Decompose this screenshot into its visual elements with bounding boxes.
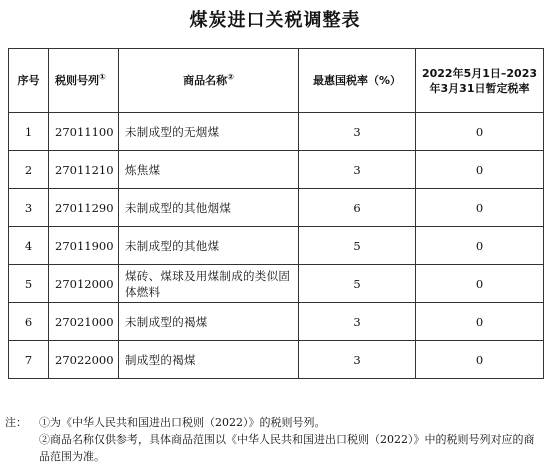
cell-code: 27011900 [49, 227, 119, 265]
cell-code: 27012000 [49, 265, 119, 303]
notes-prefix: 注： [5, 416, 27, 429]
tariff-table [8, 48, 544, 379]
cell-name: 未制成型的其他煤 [119, 227, 299, 265]
cell-temp: 0 [416, 341, 544, 379]
cell-name: 未制成型的无烟煤 [119, 113, 299, 151]
note-2 [5, 431, 543, 465]
cell-code: 27021000 [49, 303, 119, 341]
cell-seq: 2 [9, 151, 49, 189]
cell-name: 制成型的褐煤 [119, 341, 299, 379]
notes-section [5, 414, 543, 465]
table-row [9, 341, 544, 379]
page-title: 煤炭进口关税调整表 [189, 10, 361, 31]
header-mfn-rate: 最惠国税率（%） [299, 49, 416, 113]
cell-seq: 6 [9, 303, 49, 341]
table-row [9, 265, 544, 303]
cell-mfn: 3 [299, 151, 416, 189]
note-1 [5, 414, 543, 431]
cell-temp: 0 [416, 265, 544, 303]
table-header-row [9, 49, 544, 113]
cell-seq: 7 [9, 341, 49, 379]
footnote-marker-2: ② [227, 72, 234, 82]
header-seq: 序号 [9, 49, 49, 113]
header-name-label: 商品名称 [183, 74, 228, 87]
cell-name: 未制成型的其他烟煤 [119, 189, 299, 227]
table-row [9, 189, 544, 227]
cell-mfn: 3 [299, 303, 416, 341]
note-2-text: ②商品名称仅供参考，具体商品范围以《中华人民共和国进出口税则（2022）》中的税则号列对应的商品范围为准。 [39, 433, 535, 463]
cell-mfn: 3 [299, 113, 416, 151]
cell-temp: 0 [416, 227, 544, 265]
table-row [9, 303, 544, 341]
cell-mfn: 5 [299, 227, 416, 265]
cell-code: 27011100 [49, 113, 119, 151]
cell-temp: 0 [416, 189, 544, 227]
cell-name: 未制成型的褐煤 [119, 303, 299, 341]
cell-seq: 5 [9, 265, 49, 303]
cell-code: 27022000 [49, 341, 119, 379]
cell-seq: 4 [9, 227, 49, 265]
table-row [9, 113, 544, 151]
header-temp-rate: 2022年5月1日–2023年3月31日暂定税率 [416, 49, 544, 113]
table-row [9, 227, 544, 265]
cell-mfn: 5 [299, 265, 416, 303]
cell-temp: 0 [416, 113, 544, 151]
cell-name: 炼焦煤 [119, 151, 299, 189]
cell-mfn: 3 [299, 341, 416, 379]
footnote-marker-1: ① [99, 72, 106, 82]
cell-temp: 0 [416, 303, 544, 341]
header-code [49, 49, 119, 113]
cell-code: 27011210 [49, 151, 119, 189]
cell-seq: 3 [9, 189, 49, 227]
note-1-text: ①为《中华人民共和国进出口税则（2022）》的税则号列。 [39, 416, 326, 429]
table-row [9, 151, 544, 189]
cell-temp: 0 [416, 151, 544, 189]
cell-code: 27011290 [49, 189, 119, 227]
cell-mfn: 6 [299, 189, 416, 227]
cell-seq: 1 [9, 113, 49, 151]
cell-name: 煤砖、煤球及用煤制成的类似固体燃料 [119, 265, 299, 303]
header-name [119, 49, 299, 113]
header-code-label: 税则号列 [55, 74, 99, 87]
